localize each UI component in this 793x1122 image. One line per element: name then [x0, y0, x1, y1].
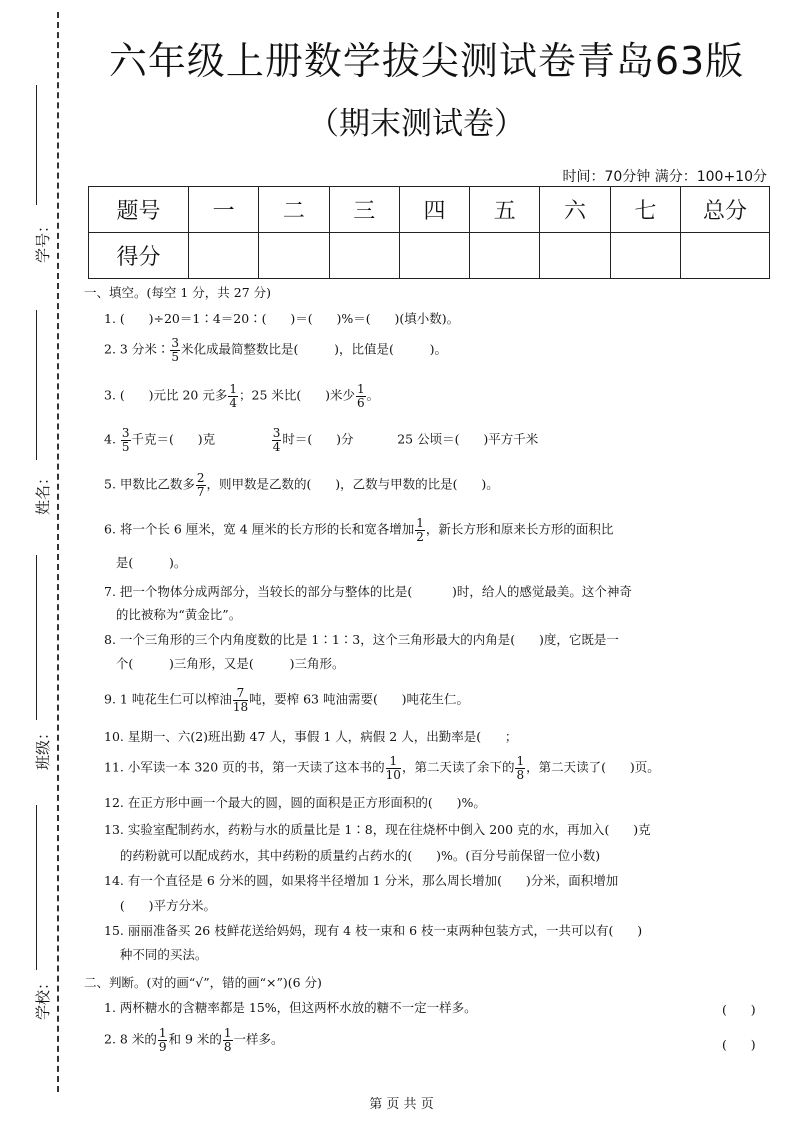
question-continuation — [104, 609, 241, 622]
score-cell[interactable] — [189, 233, 259, 279]
numerator: 2 — [196, 471, 205, 485]
question-text: 10. 星期一、六(2)班出勤 47 人，事假 1 人，病假 2 人，出勤率是( ； — [104, 729, 518, 744]
question-text: 。 — [366, 387, 380, 403]
question-text: 4. — [104, 431, 120, 447]
page-subtitle: （期末测试卷） — [308, 106, 525, 142]
name-label: 姓名： — [34, 469, 53, 516]
numerator: 3 — [171, 336, 179, 350]
class-field[interactable] — [36, 555, 37, 720]
question-continuation — [104, 658, 344, 671]
score-cell[interactable] — [540, 233, 610, 279]
question — [104, 875, 618, 888]
question-text: ；25 米比( )米少 — [239, 387, 355, 403]
judge-answer-blank[interactable]: ( ) — [722, 1037, 756, 1052]
question-continuation — [104, 850, 600, 863]
name-field[interactable] — [36, 310, 37, 460]
fraction — [386, 755, 401, 781]
numerator: 1 — [223, 1026, 232, 1040]
question-text: ( )平方分米。 — [104, 898, 216, 913]
fraction — [228, 383, 238, 409]
question-text: 时＝( )分 25 公顷＝( )平方千米 — [282, 431, 539, 447]
question — [104, 634, 619, 647]
question — [104, 1002, 477, 1015]
question-text: 个( )三角形，又是( )三角形。 — [104, 656, 345, 671]
question-text: 12. 在正方形中画一个最大的圆，圆的面积是正方形面积的( )%。 — [104, 795, 486, 810]
question-text: 种不同的买法。 — [104, 947, 208, 962]
question-text: 吨，要榨 63 吨油需要( )吨花生仁。 — [249, 691, 470, 707]
score-label-cell: 得分 — [89, 233, 189, 279]
question — [104, 755, 660, 781]
header-cell: 总分 — [681, 187, 770, 233]
question-text: 米化成最简整数比是( )，比值是( )。 — [180, 341, 447, 357]
question-text: 8. 一个三角形的三个内角度数的比是 1∶1∶3，这个三角形最大的内角是( )度，它既是一 — [104, 632, 619, 647]
student-id-label: 学号： — [34, 217, 53, 264]
score-cell[interactable] — [610, 233, 680, 279]
question-text: 3. ( )元比 20 元多 — [104, 387, 228, 403]
fraction — [272, 427, 282, 453]
fraction — [121, 427, 131, 453]
question — [104, 1027, 284, 1053]
denominator: 18 — [232, 699, 249, 714]
judge-answer-blank[interactable]: ( ) — [722, 1002, 756, 1017]
page-footer: 第 页 共 页 — [369, 1097, 434, 1112]
section1-heading: 一、填空。(每空 1 分，共 27 分) — [84, 285, 272, 300]
question-text: 7. 把一个物体分成两部分，当较长的部分与整体的比是( )时，给人的感觉最美。这个神奇 — [104, 584, 632, 599]
question — [104, 797, 486, 810]
numerator: 1 — [158, 1026, 167, 1040]
fraction — [158, 1027, 168, 1053]
denominator: 6 — [356, 395, 365, 410]
score-table — [88, 186, 770, 279]
question-text: ，则甲数是乙数的( )，乙数与甲数的比是( )。 — [206, 476, 499, 492]
question-text: 11. 小军读一本 320 页的书，第一天读了这本书的 — [104, 759, 385, 775]
numerator: 1 — [386, 755, 401, 769]
header-cell: 一 — [189, 187, 259, 233]
score-cell[interactable] — [681, 233, 770, 279]
question-text: ，新长方形和原来长方形的面积比 — [425, 521, 614, 537]
question-text: 9. 1 吨花生仁可以榨油 — [104, 691, 232, 707]
denominator: 8 — [223, 1039, 232, 1054]
question — [104, 313, 459, 326]
numerator: 1 — [229, 382, 237, 396]
denominator: 10 — [385, 767, 401, 782]
question-text: 15. 丽丽准备买 26 枝鲜花送给妈妈，现有 4 枝一束和 6 枝一束两种包装方式，一共可以有( ) — [104, 923, 643, 938]
fraction — [415, 517, 425, 543]
question-text: 的比被称为“黄金比”。 — [104, 607, 242, 622]
question-text: 6. 将一个长 6 厘米，宽 4 厘米的长方形的长和宽各增加 — [104, 521, 415, 537]
denominator: 7 — [196, 484, 205, 499]
numerator: 1 — [356, 382, 365, 396]
denominator: 8 — [516, 767, 525, 782]
question-continuation — [104, 949, 207, 962]
question-text: 是( )。 — [104, 555, 187, 570]
question — [104, 731, 517, 744]
question-text: ，第二天读了( )页。 — [526, 759, 660, 775]
denominator: 5 — [171, 349, 179, 364]
header-cell: 五 — [470, 187, 540, 233]
fraction — [356, 383, 366, 409]
question-continuation — [104, 557, 186, 570]
question-text: 千克＝( )克 — [131, 431, 271, 447]
header-cell: 七 — [610, 187, 680, 233]
question — [104, 427, 538, 453]
question — [104, 383, 379, 409]
numerator: 7 — [233, 687, 248, 701]
score-cell[interactable] — [399, 233, 469, 279]
denominator: 5 — [121, 439, 130, 454]
denominator: 4 — [272, 439, 281, 454]
fraction — [233, 687, 248, 713]
question-continuation — [104, 900, 216, 913]
score-table-header-row — [89, 187, 770, 233]
question — [104, 517, 613, 543]
score-table-score-row — [89, 233, 770, 279]
question-text: 的药粉就可以配成药水，其中药粉的质量约占药水的( )%。(百分号前保留一位小数) — [104, 848, 601, 863]
fraction — [196, 472, 206, 498]
question-text: 1. ( )÷20＝1∶4＝20∶( )＝( )%＝( )(填小数)。 — [104, 311, 460, 326]
fraction — [223, 1027, 233, 1053]
fraction — [170, 337, 180, 363]
question-text: 5. 甲数比乙数多 — [104, 476, 195, 492]
page-title: 六年级上册数学拔尖测试卷青岛63版 — [108, 39, 745, 83]
question-text: 一样多。 — [233, 1031, 284, 1047]
score-cell[interactable] — [470, 233, 540, 279]
binding-line — [57, 12, 59, 1092]
section2-heading: 二、判断。(对的画“√”，错的画“×”)(6 分) — [84, 975, 322, 990]
numerator: 1 — [416, 516, 424, 530]
denominator: 2 — [416, 529, 424, 544]
numerator: 3 — [121, 426, 130, 440]
question — [104, 824, 651, 837]
denominator: 9 — [158, 1039, 167, 1054]
header-cell: 六 — [540, 187, 610, 233]
question — [104, 472, 499, 498]
question-text: 14. 有一个直径是 6 分米的圆，如果将半径增加 1 分米，那么周长增加( )分米，面积增加 — [104, 873, 619, 888]
denominator: 4 — [229, 395, 237, 410]
question-text: 2. 3 分米∶ — [104, 341, 170, 357]
numerator: 1 — [516, 754, 525, 768]
question — [104, 586, 632, 599]
header-cell: 三 — [329, 187, 399, 233]
question-text: 和 9 米的 — [168, 1031, 222, 1047]
score-cell[interactable] — [259, 233, 329, 279]
question-text: 1. 两杯糖水的含糖率都是 15%，但这两杯水放的糖不一定一样多。 — [104, 1000, 477, 1015]
time-info: 时间：70分钟 满分：100+10分 — [562, 169, 767, 185]
header-cell: 四 — [399, 187, 469, 233]
fraction — [515, 755, 525, 781]
school-field[interactable] — [36, 805, 37, 970]
question-text: ，第二天读了余下的 — [401, 759, 515, 775]
question — [104, 925, 642, 938]
question-text: 2. 8 米的 — [104, 1031, 157, 1047]
school-label: 学校： — [34, 974, 53, 1021]
question-text: 13. 实验室配制药水，药粉与水的质量比是 1∶8，现在往烧杯中倒入 200 克的水，再加入( )克 — [104, 822, 651, 837]
question — [104, 337, 447, 363]
header-cell: 二 — [259, 187, 329, 233]
question — [104, 687, 469, 713]
score-cell[interactable] — [329, 233, 399, 279]
numerator: 3 — [272, 426, 281, 440]
header-cell: 题号 — [89, 187, 189, 233]
class-label: 班级： — [34, 724, 53, 771]
